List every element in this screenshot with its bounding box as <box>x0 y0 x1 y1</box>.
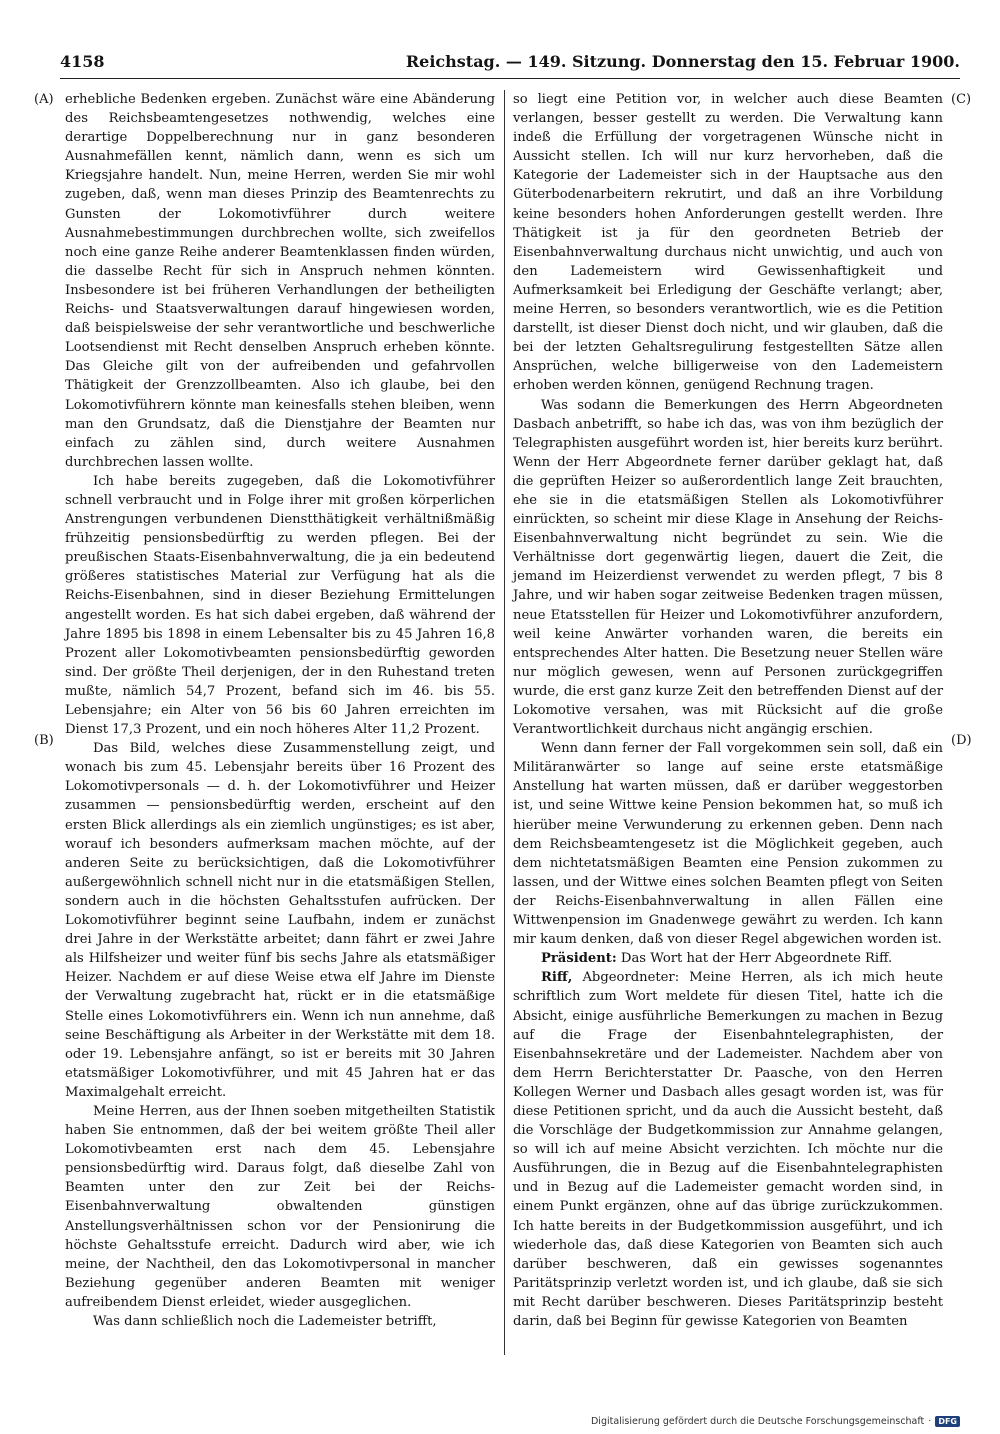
footer-credit: Digitalisierung gefördert durch die Deutsche Forschungsgemeinschaft <box>590 1416 925 1427</box>
margin-marker-b: (B) <box>34 733 54 748</box>
paragraph: Meine Herren, aus der Ihnen soeben mitgetheilten Statistik haben Sie entnommen, daß der bei weitem größte Theil aller Lokomotivbeamten erst nach dem 45. Lebensjahre pensionsbedürftig wird. Daraus folgt, daß dieselbe Zahl von Beamten unter den zur Zeit bei der Reichs-Eisenbahnverwaltung obwaltenden günstigen Anstellungsverhältnissen schon vor der Pensionirung die höchste Gehaltsstufe erreicht. Dadurch wird aber, wie ich meine, der Nachtheil, den das Lokomotivpersonal in mancher Beziehung gegenüber anderen Beamten mit weniger aufreibendem Dienst erleidet, wieder ausgeglichen. <box>65 1103 495 1310</box>
margin-marker-d: (D) <box>951 733 972 748</box>
page-header <box>60 52 960 79</box>
dfg-logo: DFG <box>935 1416 960 1427</box>
paragraph: Das Bild, welches diese Zusammenstellung zeigt, und wonach bis zum 45. Lebensjahr bereits über 16 Prozent des Lokomotivpersonals — d. h. der Lokomotivführer und Heizer zusammen — pensionsbedürftig werden, erscheint auf den ersten Blick allerdings als ein ziemlich ungünstiges; es ist aber, worauf ich besonders aufmerksam machen möchte, auf der anderen Seite zu berücksichtigen, daß die Lokomotivführer außergewöhnlich schnell nicht nur in die etatsmäßigen Stellen, sondern auch in die höchsten Gehaltsstufen aufrücken. Der Lokomotivführer beginnt seine Laufbahn, indem er zunächst drei Jahre in der Werkstätte arbeitet; dann fährt er zwei Jahre als Hilfsheizer und weiter fünf bis sechs Jahre als etatsmäßiger Heizer. Nachdem er auf diese Weise etwa elf Jahre im Dienste der Verwaltung zugebracht hat, rückt er in die etatsmäßige Stelle eines Lokomotivführers ein. Wenn ich nun annehme, daß seine Beschäftigung als Arbeiter in der Werkstätte mit dem 18. oder 19. Lebensjahre anfängt, so ist er bereits mit 30 Jahren etatsmäßiger Lokomotivführer, und mit 45 Jahren hat er das Maximalgehalt erreicht. <box>65 741 495 1100</box>
margin-marker-c: (C) <box>951 92 972 107</box>
left-column <box>65 90 495 1331</box>
paragraph: so liegt eine Petition vor, in welcher auch diese Beamten verlangen, besser gestellt zu werden. Die Verwaltung kann indeß die Erfüllung der vorgetragenen Wünsche nicht in Aussicht stellen. Ich will nur kurz hervorheben, daß die Kategorie der Lademeister sich in der Hauptsache aus den Güterbodenarbeitern rekrutirt, und daß an ihre Vorbildung keine besonders hohen Anforderungen gestellt werden. Ihre Thätigkeit ist ja für den geordneten Betrieb der Eisenbahnverwaltung durchaus nicht unwichtig, und auch von den Lademeistern wird Gewissenhaftigkeit und Aufmerksamkeit bei Erledigung der Geschäfte verlangt; aber, meine Herren, so besonders verantwortlich, wie es die Petition darstellt, ist dieser Dienst doch nicht, und wir glauben, daß die bei der letzten Gehaltsregulirung festgestellten Sätze allen Ansprüchen, welche billigerweise von den Lademeistern erhoben werden können, genügend Rechnung tragen. <box>513 92 943 394</box>
column-divider <box>504 90 505 1355</box>
paragraph: Wenn dann ferner der Fall vorgekommen sein soll, daß ein Militäranwärter so lange auf seine erste etatsmäßige Anstellung hat warten müssen, daß er darüber weggestorben ist, und seine Wittwe keine Pension bekommen hat, so muß ich hierüber meine Verwunderung zu erkennen geben. Denn nach dem Reichsbeamtengesetz ist die Möglichkeit gegeben, auch dem nichtetatsmäßigen Beamten eine Pension zukommen zu lassen, und der Wittwe eines solchen Beamten pflegt von Seiten der Reichs-Eisenbahnverwaltung in allen Fällen eine Wittwenpension im Gnadenwege gewährt zu werden. Ich kann mir kaum denken, daß von dieser Regel abgewichen worden ist. <box>513 741 943 948</box>
page-title: Reichstag. — 149. Sitzung. Donnerstag den 15. Februar 1900. <box>405 52 960 71</box>
footer: Digitalisierung gefördert durch die Deutsche Forschungsgemeinschaft · DFG <box>591 1416 960 1427</box>
paragraph: Was sodann die Bemerkungen des Herrn Abgeordneten Dasbach anbetrifft, so habe ich das, was von ihm bezüglich der Telegraphisten ausgeführt worden ist, hier bereits kurz berührt. Wenn der Herr Abgeordnete ferner darüber geklagt hat, daß die geprüften Heizer so außerordentlich lange Zeit brauchten, ehe sie in die etatsmäßigen Stellen als Lokomotivführer einrückten, so scheint mir diese Klage in Ansehung der Reichs-Eisenbahnverwaltung nicht begründet zu sein. Wie die Verhältnisse dort gegenwärtig liegen, dauert die Zeit, die jemand im Heizerdienst verwendet zu werden pflegt, 7 bis 8 Jahre, und wir haben sogar zeitweise Bedenken tragen müssen, neue Etatsstellen für Heizer und Lokomotivführer anzufordern, weil keine Anwärter vorhanden waren, die bereits ein entsprechendes Alter hatten. Die Besetzung neuer Stellen wäre nur möglich gewesen, wenn auf Personen zurückgegriffen wurde, die erst ganz kurze Zeit den betreffenden Dienst auf der Lokomotive versahen, was mit Rücksicht auf die große Verantwortlichkeit durchaus nicht angängig erschien. <box>513 397 943 738</box>
speaker-label-riff: Riff, <box>541 970 573 986</box>
speaker-text-riff: Abgeordneter: Meine Herren, als ich mich heute schriftlich zum Wort meldete für diesen Titel, hatte ich die Absicht, einige ausführliche Bemerkungen zu machen in Bezug auf die Frage der Eisenbahntelegraphisten, der Eisenbahnsekretäre und der Lademeister. Nachdem aber von dem Herrn Berichterstatter Dr. Paasche, von den Herren Kollegen Werner und Dasbach alles gesagt worden ist, was für diese Petitionen spricht, und da auch die Aussicht besteht, daß die Vorschläge der Budgetkommission zur Annahme gelangen, so will ich auf meine Absicht verzichten. Ich möchte nur die Ausführungen, die in Bezug auf die Eisenbahntelegraphisten und in Bezug auf die Lademeister gemacht worden sind, in einem Punkt ergänzen, ohne auf das übrige zurückzukommen. Ich hatte bereits in der Budgetkommission ausgeführt, und ich wiederhole das, daß diese Kategorien von Beamten sich auch darüber beschweren, daß ein gewisses sogenanntes Paritätsprinzip verletzt worden ist, und ich glaube, daß sie sich mit Recht darüber beschweren. Dieses Paritätsprinzip besteht darin, daß bei Beginn für gewisse Kategorien von Beamten <box>513 970 943 1329</box>
paragraph: Ich habe bereits zugegeben, daß die Lokomotivführer schnell verbraucht und in Folge ihrer mit großen körperlichen Anstrengungen verbundenen Dienstthätigkeit verhältnißmäßig frühzeitig pensionsbedürftig zu werden pflegen. Bei der preußischen Staats-Eisenbahnverwaltung, die ja ein bedeutend größeres statistisches Material zur Verfügung hat als die Reichs-Eisenbahnen, sind in dieser Beziehung Ermittelungen angestellt worden. Es hat sich dabei ergeben, daß während der Jahre 1895 bis 1898 in einem Lebensalter bis zu 45 Jahren 16,8 Prozent aller Lokomotivbeamten pensionsbedürftig geworden sind. Der größte Theil derjenigen, der in den Ruhestand treten mußte, nämlich 54,7 Prozent, befand sich im 46. bis 55. Lebensjahre; ein Alter von 56 bis 60 Jahren erreichten im Dienst 17,3 Prozent, und ein noch höheres Alter 11,2 Prozent. <box>65 473 495 738</box>
paragraph: Was dann schließlich noch die Lademeister betrifft, <box>93 1314 437 1329</box>
page-number: 4158 <box>60 52 105 71</box>
paragraph: erhebliche Bedenken ergeben. Zunächst wäre eine Abänderung des Reichsbeamtengesetzes nothwendig, welches eine derartige Doppelberechnung nur in ganz besonderen Ausnahmefällen kennt, nämlich dann, wenn es sich um Kriegsjahre handelt. Nun, meine Herren, werden Sie mir wohl zugeben, daß, wenn man dieses Prinzip des Beamtenrechts zu Gunsten der Lokomotivführer durch weitere Ausnahmebestimmungen durchbrechen wollte, sich zweifellos noch eine ganze Reihe anderer Beamtenklassen finden würden, die dasselbe Recht für sich in Anspruch nehmen könnten. Insbesondere ist bei früheren Verhandlungen der betheiligten Reichs- und Staatsverwaltungen darauf hingewiesen worden, daß beispielsweise der sehr verantwortliche und beschwerliche Lootsendienst mit Recht denselben Anspruch erheben könnte. Das Gleiche gilt von der aufreibenden und gefahrvollen Thätigkeit der Grenzzollbeamten. Also ich glaube, bei den Lokomotivführern könnte man keinesfalls stehen bleiben, wenn man den Grundsatz, daß die Dienstjahre der Beamten nur einfach zu zählen sind, durch weitere Ausnahmen durchbrechen lassen wollte. <box>65 92 495 470</box>
speaker-label-president: Präsident: <box>541 951 617 967</box>
speaker-text-president: Das Wort hat der Herr Abgeordnete Riff. <box>620 951 893 967</box>
speaker-paragraph-president <box>513 949 943 968</box>
right-column <box>513 90 943 1331</box>
speaker-paragraph-riff <box>513 968 943 1331</box>
margin-marker-a: (A) <box>34 92 54 107</box>
